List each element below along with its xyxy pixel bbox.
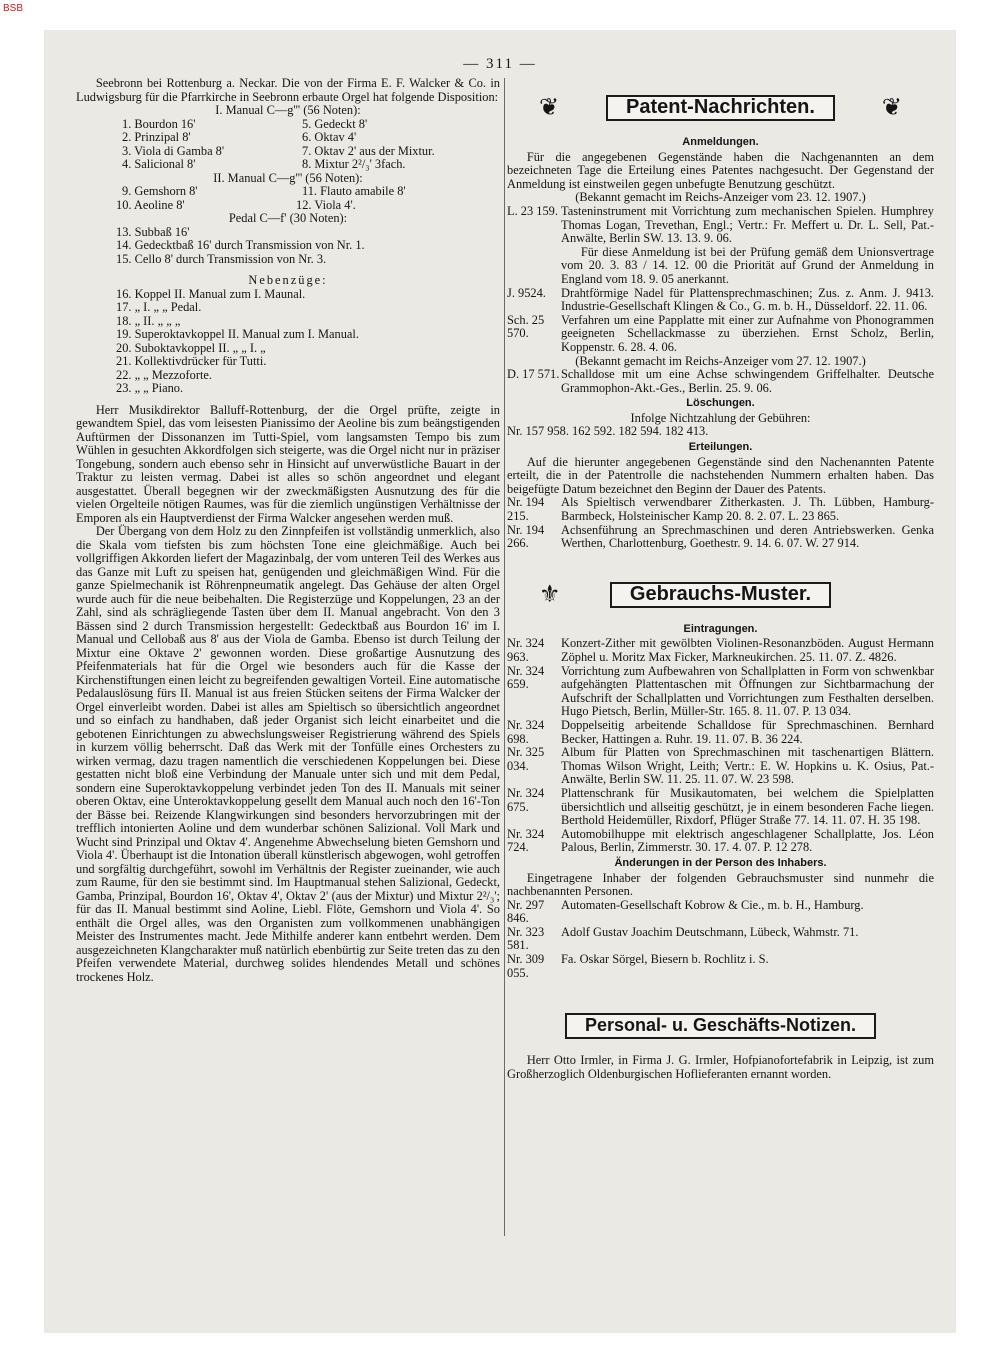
entry-text: Automaten-Gesellschaft Kobrow & Cie., m. b. H., Hamburg. xyxy=(561,897,864,912)
gm-entry xyxy=(507,665,934,719)
stop-item: 7. Oktav 2' aus der Mixtur. xyxy=(302,143,435,158)
stop-item: 13. Subbaß 16' xyxy=(116,224,190,239)
patent-entry xyxy=(507,205,934,246)
gebrauchs-banner-title: Gebrauchs-Muster. xyxy=(610,582,831,608)
nebenzuege-heading: Nebenzüge: xyxy=(248,273,328,287)
stop-item: 3. Viola di Gamba 8' xyxy=(122,143,225,158)
article-paragraph: Der Übergang von dem Holz zu den Zinnpfeifen ist vollständig unmerklich, also die Skala vom tiefsten bis zum höchsten Tone eine gleichmäßige. Auch bei vollgriffigen Akkorden liefert der Magazinbalg, der vom unteren Teil des Werkes aus das Ganze mit Luft zu speisen hat, genügenden und gleichmäßigen Wind. Für die ganze Spielmechanik ist Röhrenpneumatik angelegt. Das Gehäuse der alten Orgel wurde auch für die neue beibehalten. Die Registerzüge und Koppelungen, 23 an der Zahl, sind als schrägliegende Tasten über dem II. Manual angebracht. Von den 3 Bässen sind 2 durch Transmission hergestellt: Gedecktbaß aus Bourdon 16' im I. Manual und Cellobaß aus 8' aus der Viola de Gamba. Ebenso ist durch Teilung der Mixtur eine Oktave 2' gewonnen worden. Diese großartige Ausnutzung des Pfeifenmaterials hat für die Orgel wie besonders auch für die Kasse der Kirchenstiftungen einen leicht zu begreifenden gewaltigen Vorteil. Eine automatische Pedalauslösung fürs II. Manual ist aus freien Stücken seitens der Firma Walcker der Orgel einverleibt worden. Dabei ist alles am Spieltisch so übersichtlich angeordnet und so einfach zu handhaben, daß jeder Organist sich leicht einarbeitet und die gebotenen Einrichtungen zu abwechslungsweiser Registrierung während des Spiels in kurzem völlig beherrscht. Daß das Werk mit der Tonfülle eines Orchesters zu wirken vermag, dazu tragen namentlich die verschiedenen Koppelungen bei. Diese gestatten nicht bloß eine Verbindung der Manuale unter sich und mit dem Pedal, sondern eine Superoktavkoppelung verbindet jeden Ton des II. Manuals mit seiner oberen Oktav, eine Unteroktavkoppelung gesellt dem Manual auch noch den 16'-Ton der Bässe bei. Reizende Klangwirkungen sind besonders hervorzubringen mit der trefflich intonierten Aoline und dem wunderbar schönen Salizional. Voll Mark und Wucht sind Prinzipal und Oktav 4'. Angenehme Abwechselung bieten Gemshorn und Viola 4'. Überhaupt ist die Intonation überall künstlerisch abgewogen, wohl getroffen und sorgfältig durchgeführt, sowohl im Verhältnis der Register zueinander, wie auch zum Raume, für den sie bestimmt sind. Im Hauptmanual stehen Salizional, Gedeckt, Gamba, Prinzipal, Bourdon 16', Oktav 4', Oktav 2' (aus der Mixtur) und Mixtur 2²/₃'; für das II. Manual bestimmt sind Aoline, Liebl. Flöte, Gemshorn und Viola 4'. So enthält die Orgel alles, was den Organisten zum vollkommenen unabhängigen Meister des Instrumentes macht. Jede Mithilfe anderer kann entbehrt werden. Dem ausgezeichneten Klangcharakter muß natürlich ebenbürtig zur Seite treten das zu den Pfeifen verwendete Material, durchweg solides hlendendes Metall und schönes trockenes Holz. xyxy=(76,524,500,984)
ornament-icon: ❦ xyxy=(881,95,902,121)
anmeldungen-intro: Für die angegebenen Gegenstände haben die Nachgenannten an dem bezeichneten Tage die Erteilung eines Patentes nachgesucht. Der Gegenstand der Anmeldung ist einstweilen gegen unbefugte Benutzung geschützt. xyxy=(507,149,934,191)
patent-entry xyxy=(507,368,934,395)
gm-entry xyxy=(507,637,934,664)
coupler-item: 17. „ I. „ „ Pedal. xyxy=(116,300,202,314)
section-heading: Eintragungen. xyxy=(683,622,758,635)
stop-item: 1. Bourdon 16' xyxy=(122,116,196,131)
page-number: — 311 — xyxy=(463,56,537,72)
right-column xyxy=(507,82,934,1081)
personal-banner-title: Personal- u. Geschäfts-Notizen. xyxy=(565,1013,876,1039)
entry-number: Nr. 324 698. xyxy=(507,717,545,746)
entry-text: Fa. Oskar Sörgel, Biesern b. Rochlitz i. S. xyxy=(561,952,769,967)
gm-entry xyxy=(507,953,934,980)
erteilungen-intro: Auf die hierunter angegebenen Gegenstände sind den Nachenannten Patente erteilt, die in der Patentrolle die nachstehenden Nummern erhalten haben. Das beigefügte Datum bezeichnet den Beginn der Dauer des Patents. xyxy=(507,454,934,496)
entry-text: Konzert-Zither mit gewölbten Violinen-Resonanzböden. August Hermann Zöphel u. Moritz Max Ficker, Markneukirchen. 25. 11. 07. Z. 4826. xyxy=(561,636,934,664)
stop-item: 6. Oktav 4' xyxy=(302,130,357,144)
stop-item: 12. Viola 4'. xyxy=(296,197,356,212)
patent-entry xyxy=(507,496,934,523)
publication-note: (Bekannt gemacht im Reichs-Anzeiger vom 27. 12. 1907.) xyxy=(575,353,866,368)
entry-number: Nr. 309 055. xyxy=(507,952,545,980)
entry-number: Sch. 25 570. xyxy=(507,312,545,341)
priority-note: Für diese Anmeldung ist bei der Prüfung gemäß dem Unionsvertrage vom 20. 3. 83 / 14. 12. 00 die Priorität auf Grund der Anmeldung in England vom 18. 9. 05 anerkannt. xyxy=(561,244,934,286)
patent-entry xyxy=(507,287,934,314)
aenderungen-intro: Eingetragene Inhaber der folgenden Gebrauchsmuster sind nunmehr die nachbenannten Personen. xyxy=(507,870,934,899)
entry-number: Nr. 297 846. xyxy=(507,897,545,926)
personal-notice: Herr Otto Irmler, in Firma J. G. Irmler, Hofpianofortefabrik in Leipzig, ist zum Großherzoglich Oldenburgischen Hoflieferanten ernannt worden. xyxy=(507,1053,934,1081)
entry-number: Nr. 324 963. xyxy=(507,636,545,664)
entry-number: Nr. 324 675. xyxy=(507,785,545,814)
section-heading: Löschungen. xyxy=(686,397,755,410)
manual2-stops xyxy=(76,185,500,212)
coupler-item: 16. Koppel II. Manual zum I. Maunal. xyxy=(116,286,306,301)
stop-item: 10. Aeoline 8' xyxy=(116,197,185,212)
entry-text: Plattenschrank für Musikautomaten, bei welchem die Spielplatten übersichtlich und allseitig geschützt, je in einem besonderen Fache liegen. Berthold Heidemüller, Rixdorf, Pflüger Straße 77. 14. 11. 07. H. 35 198. xyxy=(561,785,934,828)
stop-item: 4. Salicional 8' xyxy=(122,157,196,171)
stop-item: 11. Flauto amabile 8' xyxy=(302,184,406,198)
entry-text: Schalldose mit um eine Achse schwingendem Griffelhalter. Deutsche Grammophon-Akt.-Ges., Berlin. 25. 9. 06. xyxy=(561,367,934,395)
section-heading: Erteilungen. xyxy=(688,441,753,454)
entry-text: Doppelseitig arbeitende Schalldose für Sprechmaschinen. Bernhard Becker, Hattingen a. Ruhr. 19. 11. 07. B. 36 224. xyxy=(561,717,934,746)
coupler-item: 22. „ „ Mezzoforte. xyxy=(116,367,212,382)
manual2-heading: II. Manual C—g''' (56 Noten): xyxy=(213,170,363,185)
loeschungen-sub: Infolge Nichtzahlung der Gebühren: xyxy=(630,410,811,425)
entry-text: Album für Platten von Sprechmaschinen mit taschenartigen Blättern. Thomas Wilson Wright, Leith; Vertr.: E. W. Hopkins u. K. Osius, Pat.-Anwälte, Berlin SW. 11. 25. 11. 07. W. 23 598. xyxy=(561,745,934,787)
entry-text: Als Spieltisch verwendbarer Zitherkasten. J. Th. Lübben, Hamburg-Barmbeck, Holsteinischer Kamp 20. 8. 2. 07. L. 23 865. xyxy=(561,495,934,524)
gm-entry xyxy=(507,828,934,855)
coupler-item: 21. Kollektivdrücker für Tutti. xyxy=(116,354,267,368)
stop-item: 2. Prinzipal 8' xyxy=(122,130,191,144)
article-paragraph: Herr Musikdirektor Balluff-Rottenburg, der die Orgel prüfte, zeigte in gewandtem Spiel, das vom leisesten Pianissimo der Aeoline bis zum beängstigenden Auftürmen der Dissonanzen im Tutti-Spiel, vom langsamsten Tempo bis zum Wühlen in gesuchten Akkordfolgen sich steigerte, was die Orgel nicht nur in präziser Tongebung, sondern auch ebenso sehr in Hinsicht auf unverwüstliche Bauart in der Traktur zu leisten vermag. Dabei ist alles so schön angeordnet und elegant ausgestattet. Überall begegnen wir der zweckmäßigsten Ausnutzung des für die vielen Orgelteile nötigen Raumes, was für die ziemlich ungünstigen Verhältnisse der Emporen als ein Hauptverdienst der Firma Walcker angesehen werden muß. xyxy=(76,402,500,525)
loeschungen-numbers: Nr. 157 958. 162 592. 182 594. 182 413. xyxy=(507,424,709,439)
entry-text: Automobilhuppe mit elektrisch angeschlagener Schallplatte, Jos. Léon Palous, Berlin, Zimmerstr. 30. 17. 4. 07. P. 12 278. xyxy=(561,826,934,855)
coupler-item: 18. „ II. „ „ „ xyxy=(116,313,181,328)
entry-number: J. 9524. xyxy=(507,285,546,300)
patent-entry xyxy=(507,314,934,355)
stop-item: 8. Mixtur 2²/₃' 3fach. xyxy=(302,157,406,171)
entry-number: D. 17 571. xyxy=(507,367,560,382)
gm-entry xyxy=(507,787,934,828)
stop-item: 9. Gemshorn 8' xyxy=(122,184,198,198)
entry-text: Verfahren um eine Papplatte mit einer zur Aufnahme von Phonogrammen geeigneten Schellackmasse zu überziehen. Ernst Scholz, Berlin, Koppenstr. 6. 28. 4. 06. xyxy=(561,312,934,354)
coupler-item: 19. Superoktavkoppel II. Manual zum I. Manual. xyxy=(116,327,359,341)
gebrauchs-banner xyxy=(507,575,934,615)
section-heading: Anmeldungen. xyxy=(682,136,759,148)
stop-item: 5. Gedeckt 8' xyxy=(302,116,368,131)
coupler-item: 23. „ „ Piano. xyxy=(116,381,184,395)
ornament-icon: ❦ xyxy=(539,95,560,121)
patent-banner-title: Patent-Nachrichten. xyxy=(606,95,835,121)
manual1-stops xyxy=(76,118,500,172)
entry-number: Nr. 324 659. xyxy=(507,663,545,692)
entry-text: Vorrichtung zum Aufbewahren von Schallplatten in Form von schwenkbar aufgehängten Plattentaschen mit Öffnungen zur Sichtbarmachung der Aufschrift der Schallplatten und Vorrichtungen zum Festhalten derselben. Hugo Pietsch, Berlin, Müller-Str. 165. 8. 11. 07. P. 13 034. xyxy=(561,663,934,719)
entry-text: Adolf Gustav Joachim Deutschmann, Lübeck, Wahmstr. 71. xyxy=(561,924,859,939)
pedal-stops xyxy=(76,226,500,267)
gm-entry xyxy=(507,719,934,746)
gm-entry xyxy=(507,926,934,953)
stop-item: 14. Gedecktbaß 16' durch Transmission von Nr. 1. xyxy=(116,238,365,252)
publication-note: (Bekannt gemacht im Reichs-Anzeiger vom 23. 12. 1907.) xyxy=(575,190,866,205)
patent-entry xyxy=(507,524,934,551)
entry-text: Tasteninstrument mit Vorrichtung zum mechanischen Spielen. Humphrey Thomas Logan, Trevethan, Engl.; Vertr.: Fr. Meffert u. Dr. L. Sell, Pat.-Anwälte, Berlin SW. 13. 13. 9. 06. xyxy=(561,203,934,246)
organ-intro: Seebronn bei Rottenburg a. Neckar. Die von der Firma E. F. Walcker & Co. in Ludwigsburg für die Pfarrkirche in Seebronn erbaute Orgel hat folgende Disposition: xyxy=(76,76,500,104)
ornament-icon: ⚜ xyxy=(539,581,561,608)
entry-number: Nr. 323 581. xyxy=(507,924,545,953)
coupler-item: 20. Suboktavkoppel II. „ „ I. „ xyxy=(116,340,266,355)
library-watermark: BSB xyxy=(3,3,24,14)
entry-number: Nr. 325 034. xyxy=(507,745,545,773)
gm-entry xyxy=(507,746,934,787)
nebenzuege-list xyxy=(76,288,500,396)
left-column xyxy=(76,77,500,984)
patent-banner xyxy=(507,88,934,128)
entry-text: Achsenführung an Sprechmaschinen und deren Antriebswerken. Genka Werthen, Charlottenburg, Goethestr. 9. 14. 6. 07. W. 27 914. xyxy=(561,522,934,551)
entry-number: Nr. 324 724. xyxy=(507,826,545,855)
section-heading: Änderungen in der Person des Inhabers. xyxy=(614,856,827,869)
entry-number: Nr. 194 266. xyxy=(507,522,545,551)
entry-number: Nr. 194 215. xyxy=(507,495,545,524)
column-divider xyxy=(504,78,505,1236)
stop-item: 15. Cello 8' durch Transmission von Nr. 3. xyxy=(116,251,327,266)
gm-entry xyxy=(507,899,934,926)
pedal-heading: Pedal C—f' (30 Noten): xyxy=(228,211,348,225)
manual1-heading: I. Manual C—g''' (56 Noten): xyxy=(215,103,361,117)
personal-banner xyxy=(507,1006,934,1046)
entry-text: Drahtförmige Nadel für Plattensprechmaschinen; Zus. z. Anm. J. 9413. Industrie-Gesellschaft Klingen & Co., G. m. b. H., Düsseldorf. 22. 11. 06. xyxy=(561,285,934,314)
entry-number: L. 23 159. xyxy=(507,203,558,218)
